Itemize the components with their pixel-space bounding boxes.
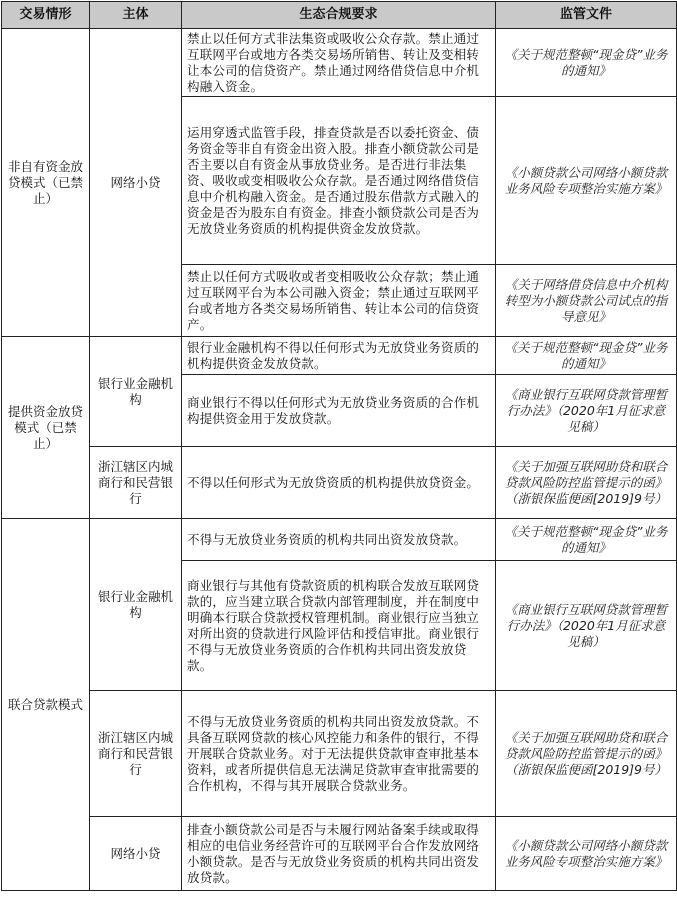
subject-cell: 网络小贷 xyxy=(90,29,182,337)
document-cell: 《关于规范整顿“现金贷”业务的通知》 xyxy=(496,519,677,561)
transaction-type-cell: 提供资金放贷模式（已禁止） xyxy=(2,337,90,519)
header-type: 交易情形 xyxy=(2,2,90,29)
requirement-cell: 不得与无放贷业务资质的机构共同出资发放贷款。不具备互联网贷款的核心风控能力和条件的银行，不得开展联合贷款业务。对于无法提供贷款审查审批基本资料，或者所提供信息无法满足贷款审查审批需要的合作机构，不得与其开展联合贷款业务。 xyxy=(182,691,496,817)
document-cell: 《关于加强互联网助贷和联合贷款风险防控监管提示的函》（浙银保监便函[2019]9号） xyxy=(496,447,677,519)
header-requirement: 生态合规要求 xyxy=(182,2,496,29)
document-cell: 《小额贷款公司网络小额贷款业务风险专项整治实施方案》 xyxy=(496,97,677,265)
requirement-cell: 银行业金融机构不得以任何形式为无放贷业务资质的机构提供资金发放贷款。 xyxy=(182,337,496,375)
subject-cell: 浙江辖区内城商行和民营银行 xyxy=(90,447,182,519)
requirement-cell: 不得与无放贷业务资质的机构共同出资发放贷款。 xyxy=(182,519,496,561)
subject-cell: 银行业金融机构 xyxy=(90,337,182,447)
requirement-cell: 商业银行与其他有贷款资质的机构联合发放互联网贷款的，应当建立联合贷款内部管理制度，并在制度中明确本行联合贷款授权管理机制。商业银行应当独立对所出资的贷款进行风险评估和授信审批。商业银行不得与无放贷业务资质的合作机构共同出资发放贷款。 xyxy=(182,561,496,691)
table-row xyxy=(2,337,677,375)
requirement-cell: 禁止以任何方式吸收或者变相吸收公众存款；禁止通过互联网平台为本公司融入资金；禁止通过互联网平台或者地方各类交易场所销售、转让本公司的信贷资产。 xyxy=(182,265,496,337)
header-document: 监管文件 xyxy=(496,2,677,29)
table-row xyxy=(2,447,677,519)
header-row xyxy=(2,2,677,29)
requirement-cell: 运用穿透式监管手段，排查贷款是否以委托资金、债务资金等非自有资金出资入股。排查小额贷款公司是否主要以自有资金从事放贷业务。是否进行非法集资、吸收或变相吸收公众存款。是否通过网络借贷信息中介机构融入资金。是否通过股东借款方式融入的资金是否为股东自有资金。排查小额贷款公司是否为无放贷业务资质的机构提供资金发放贷款。 xyxy=(182,97,496,265)
document-cell: 《商业银行互联网贷款管理暂行办法》（2020年1月征求意见稿） xyxy=(496,375,677,447)
document-cell: 《关于规范整顿“现金贷”业务的通知》 xyxy=(496,29,677,97)
transaction-type-cell: 联合贷款模式 xyxy=(2,519,90,891)
table-row xyxy=(2,817,677,891)
subject-cell: 网络小贷 xyxy=(90,817,182,891)
requirement-cell: 禁止以任何方式非法集资或吸收公众存款。禁止通过互联网平台或地方各类交易场所销售、转让及变相转让本公司的信贷资产。禁止通过网络借贷信息中介机构融入资金。 xyxy=(182,29,496,97)
document-cell: 《关于网络借贷信息中介机构转型为小额贷款公司试点的指导意见》 xyxy=(496,265,677,337)
requirement-cell: 排查小额贷款公司是否与未履行网站备案手续或取得相应的电信业务经营许可的互联网平台合作发放网络小额贷款。是否与无放贷业务资质的机构共同出资发放贷款。 xyxy=(182,817,496,891)
header-subject: 主体 xyxy=(90,2,182,29)
table-row xyxy=(2,29,677,97)
table-row xyxy=(2,519,677,561)
document-cell: 《小额贷款公司网络小额贷款业务风险专项整治实施方案》 xyxy=(496,817,677,891)
regulation-table xyxy=(1,1,677,891)
requirement-cell: 商业银行不得以任何形式为无放贷业务资质的合作机构提供资金用于发放贷款。 xyxy=(182,375,496,447)
transaction-type-cell: 非自有资金放贷模式（已禁止） xyxy=(2,29,90,337)
subject-cell: 浙江辖区内城商行和民营银行 xyxy=(90,691,182,817)
table-row xyxy=(2,691,677,817)
requirement-cell: 不得以任何形式为无放贷资质的机构提供放贷资金。 xyxy=(182,447,496,519)
document-cell: 《关于加强互联网助贷和联合贷款风险防控监管提示的函》（浙银保监便函[2019]9号） xyxy=(496,691,677,817)
document-cell: 《商业银行互联网贷款管理暂行办法》（2020年1月征求意见稿） xyxy=(496,561,677,691)
subject-cell: 银行业金融机构 xyxy=(90,519,182,691)
document-cell: 《关于规范整顿“现金贷”业务的通知》 xyxy=(496,337,677,375)
